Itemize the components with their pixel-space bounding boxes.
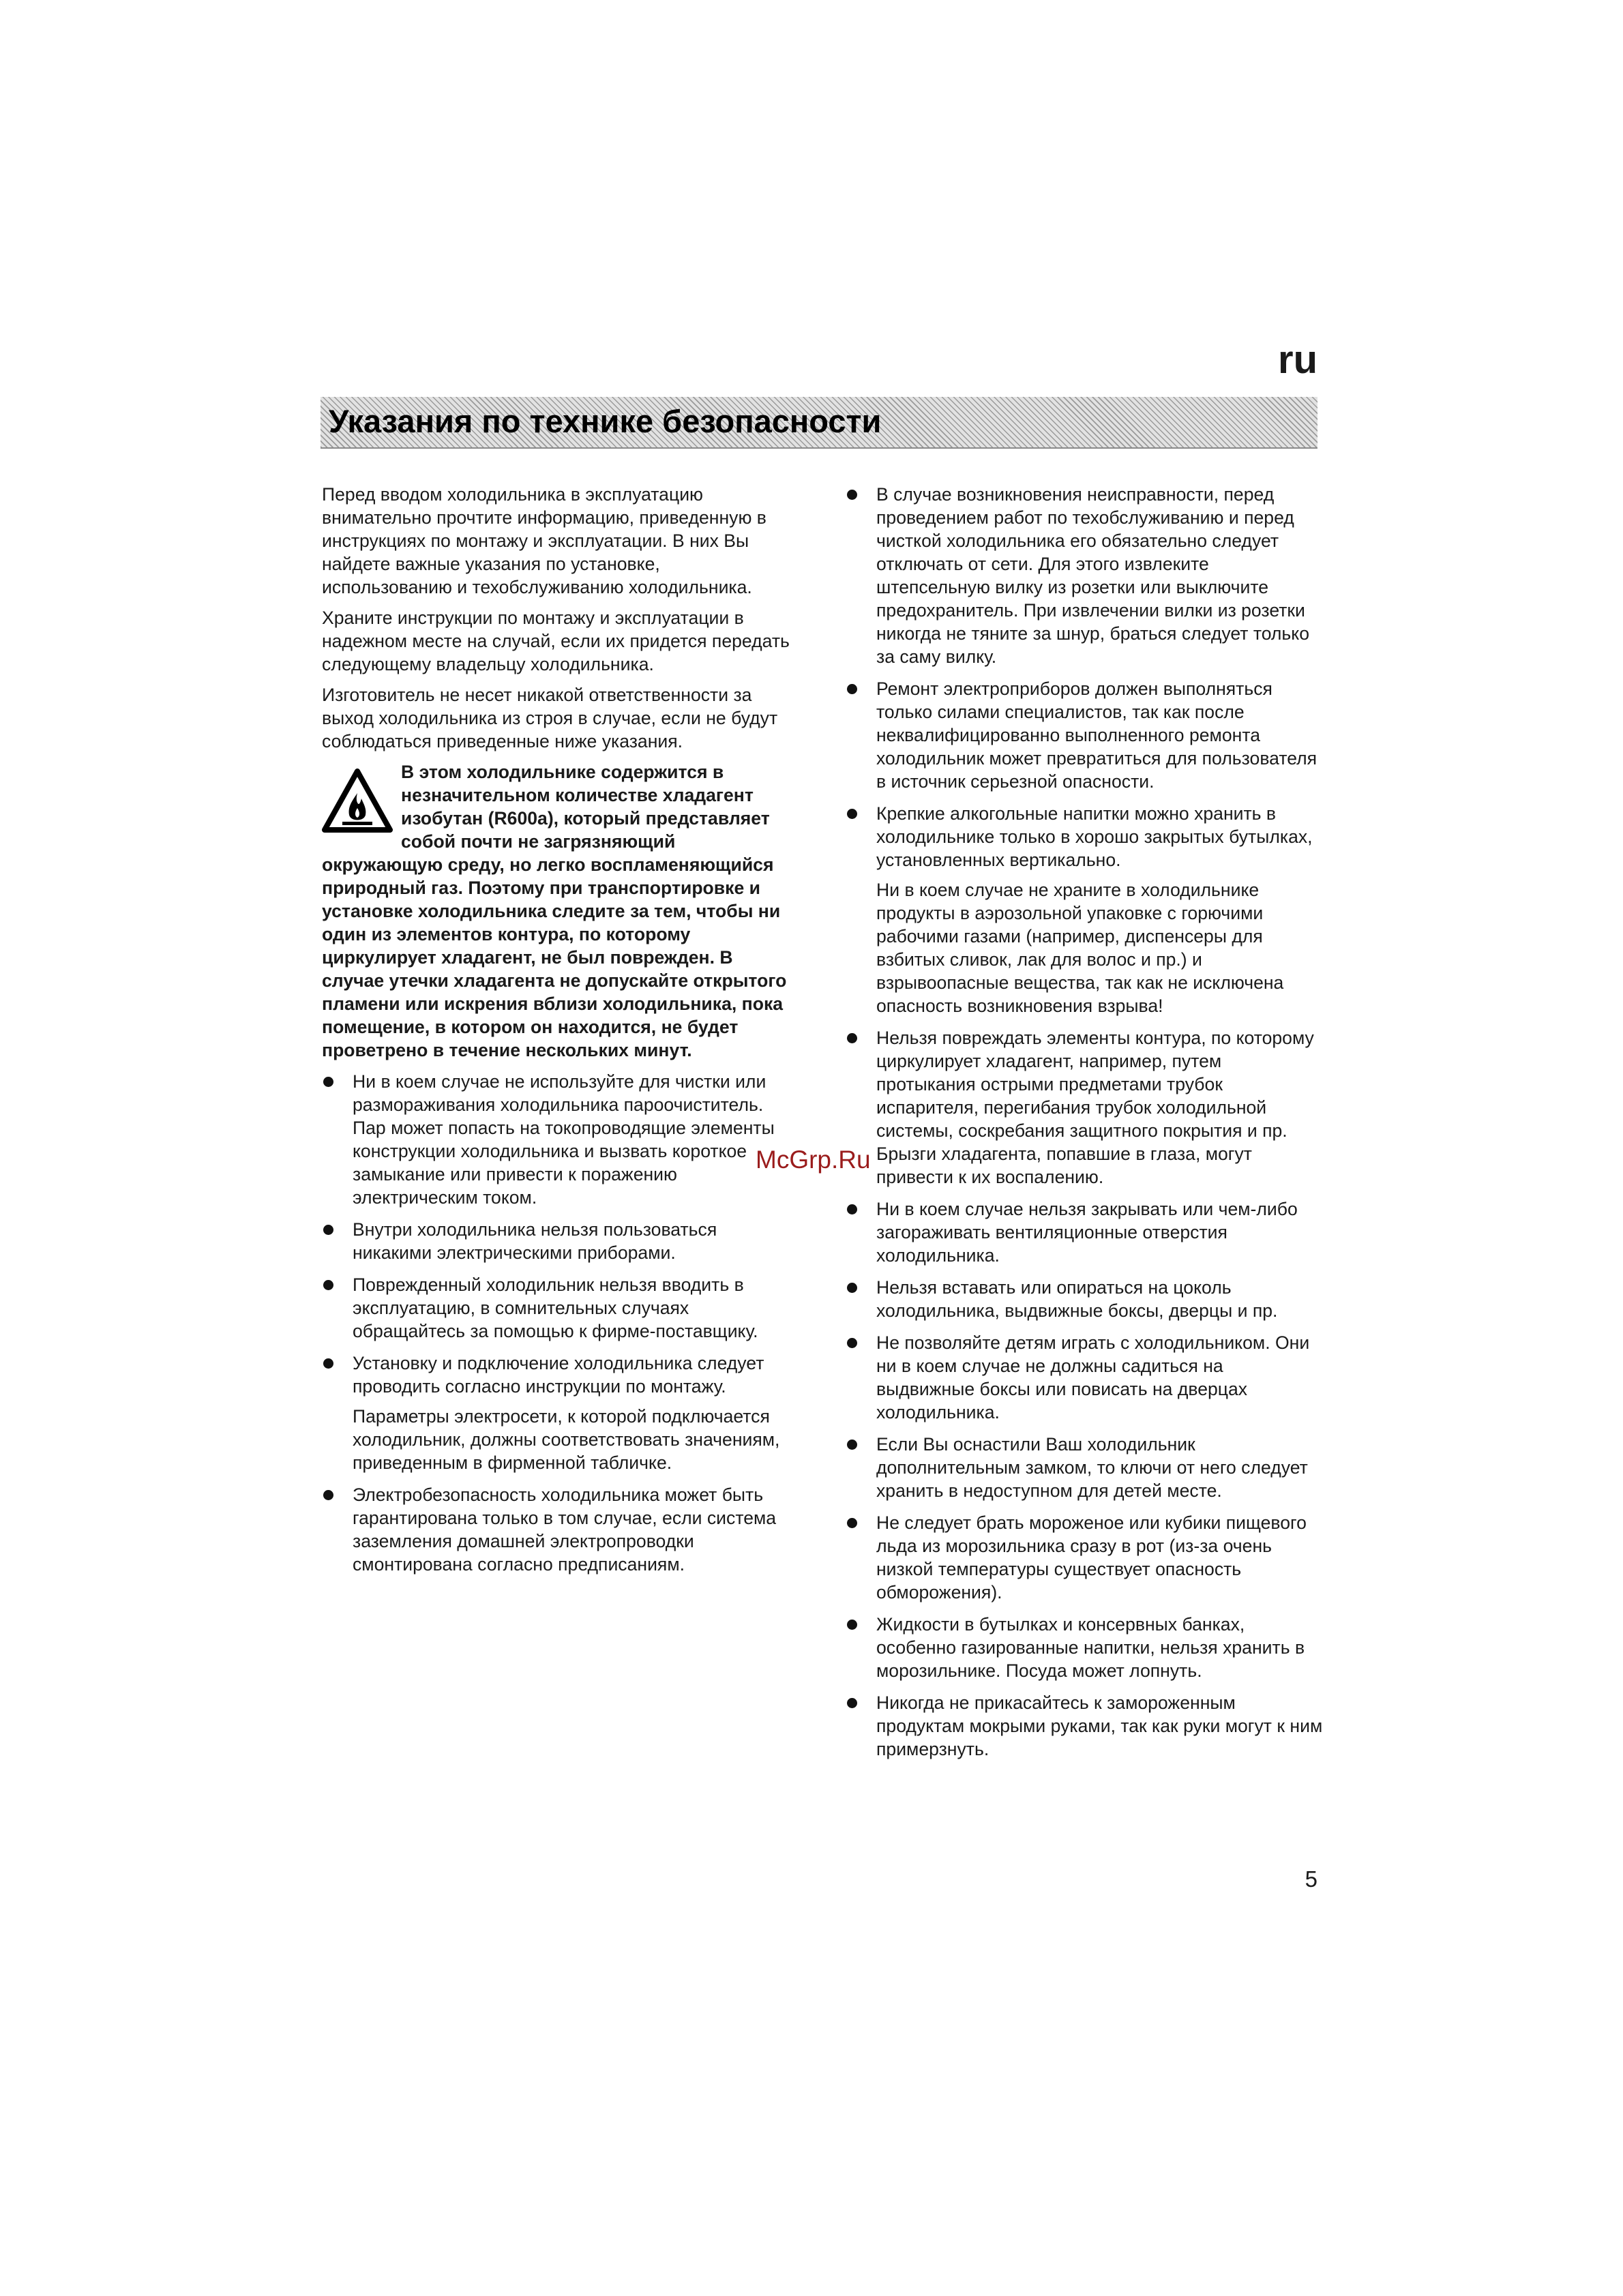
list-item: Внутри холодильника нельзя пользоваться никакими электрическими приборами. [322,1218,792,1264]
left-bullet-list [322,1070,792,1576]
list-item: Никогда не прикасайтесь к замороженным продуктам мокрыми руками, так как руки могут к ним примерзнуть. [846,1691,1323,1761]
right-column [846,483,1323,1770]
list-item-text: Установку и подключение холодильника следует проводить согласно инструкции по монтажу. [353,1353,764,1397]
language-code: ru [1278,338,1317,382]
list-item-subparagraph: Параметры электросети, к которой подключается холодильник, должны соответствовать значениям, приведенным в фирменной табличке. [353,1406,780,1473]
list-item: В случае возникновения неисправности, перед проведением работ по техобслуживанию и перед чисткой холодильника его обязательно следует отключать от сети. Для этого извлеките штепсельную вилку из розетки или выключите предохранитель. При извлечении вилки из розетки никогда не тяните за шнур, браться следует только за саму вилку. [846,483,1323,668]
list-item-text: Крепкие алкогольные напитки можно хранить в холодильнике только в хорошо закрытых бутылках, установленных вертикально. [876,803,1313,870]
intro-paragraph: Перед вводом холодильника в эксплуатацию внимательно прочтите информацию, приведенную в инструкциях по монтажу и эксплуатации. В них Вы найдете важные указания по установке, использованию и техобслуживанию холодильника. [322,484,766,597]
page-number: 5 [1305,1866,1317,1892]
list-item: Ни в коем случае не используйте для чистки или размораживания холодильника пароочиститель. Пар может попасть на токопроводящие элементы конструкции холодильника и вызвать короткое замыкание или привести к поражению электрическим током. [322,1070,792,1209]
list-item: Ремонт электроприборов должен выполняться только силами специалистов, так как после неквалифицированно выполненного ремонта холодильник может превратиться для пользователя в источник серьезной опасности. [846,677,1323,793]
list-item: Нельзя повреждать элементы контура, по которому циркулирует хладагент, например, путем протыкания острыми предметами трубок испарителя, перегибания трубок холодильной системы, соскребания защитного покрытия и пр. Брызги хладагента, попавшие в глаза, могут привести к их воспалению. [846,1026,1323,1189]
warning-text: В этом холодильнике содержится в незначительном количестве хладагент изобутан (R600a), который представляет собой почти не загрязняющий окружающую среду, но легко воспламеняющийся природный газ. Поэтому при транспортировке и установке холодильника следите за тем, чтобы ни один из элементов контура, по которому циркулирует хладагент, не был поврежден. В случае утечки хладагента не допускайте открытого пламени или искрения вблизи холодильника, пока помещение, в котором он находится, не будет проветрено в течение нескольких минут. [322,762,787,1060]
intro-paragraph: Храните инструкции по монтажу и эксплуатации в надежном месте на случай, если их придется передать следующему владельцу холодильника. [322,608,790,674]
flammable-warning-icon [322,769,393,834]
intro-paragraph: Изготовитель не несет никакой ответственности за выход холодильника из строя в случае, если не будут соблюдаться приведенные ниже указания. [322,685,778,751]
list-item-subparagraph: Ни в коем случае не храните в холодильнике продукты в аэрозольной упаковке с горючими рабочими газами (например, диспенсеры для взбитых сливок, лак для волос и пр.) и взрывоопасные вещества, так как не исключена опасность возникновения взрыва! [876,880,1284,1016]
flammable-refrigerant-warning [322,760,792,1062]
watermark[interactable]: McGrp.Ru [756,1146,871,1174]
list-item [846,802,1323,1017]
section-title: Указания по технике безопасности [329,403,882,439]
list-item: Ни в коем случае нельзя закрывать или чем-либо загораживать вентиляционные отверстия холодильника. [846,1197,1323,1267]
list-item [322,1352,792,1474]
list-item: Если Вы оснастили Ваш холодильник дополнительным замком, то ключи от него следует хранить в недоступном для детей месте. [846,1433,1323,1502]
section-title-bar [321,397,1317,449]
list-item: Жидкости в бутылках и консервных банках, особенно газированные напитки, нельзя хранить в морозильнике. Посуда может лопнуть. [846,1613,1323,1682]
list-item: Поврежденный холодильник нельзя вводить в эксплуатацию, в сомнительных случаях обращайтесь за помощью к фирме-поставщику. [322,1273,792,1343]
list-item: Электробезопасность холодильника может быть гарантирована только в том случае, если система заземления домашней электропроводки смонтирована согласно предписаниям. [322,1483,792,1576]
left-column [322,483,792,1585]
list-item: Нельзя вставать или опираться на цоколь холодильника, выдвижные боксы, дверцы и пр. [846,1276,1323,1322]
right-bullet-list [846,483,1323,1761]
list-item: Не следует брать мороженое или кубики пищевого льда из морозильника сразу в рот (из-за очень низкой температуры существует опасность обморожения). [846,1511,1323,1604]
list-item: Не позволяйте детям играть с холодильником. Они ни в коем случае не должны садиться на выдвижные боксы или повисать на дверцах холодильника. [846,1331,1323,1424]
